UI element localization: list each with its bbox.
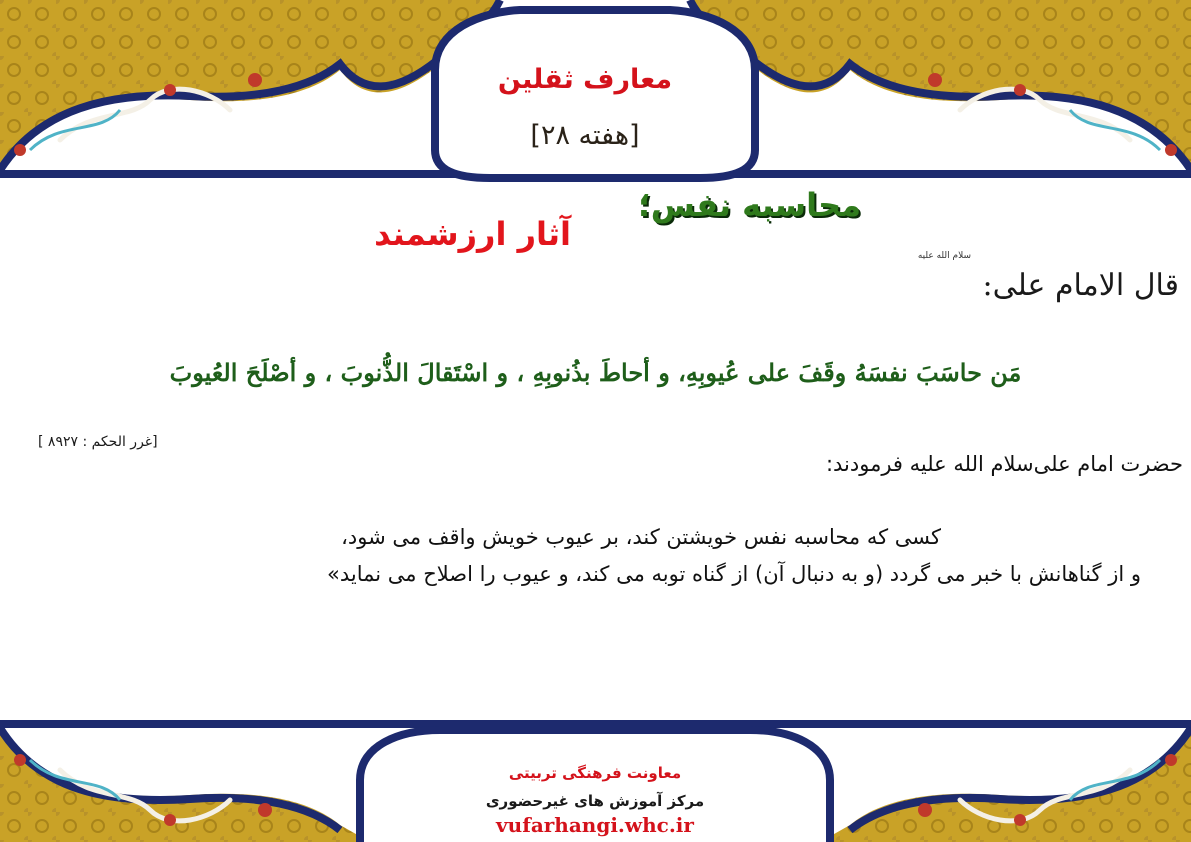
footer-url[interactable]: vufarhangi.whc.ir (496, 813, 694, 837)
hadith-text: مَن حاسَبَ نفسَهُ وقَفَ علی عُیوبِهِ، و أحاطَ بذُنوبِهِ ، و اسْتَقالَ الذُّنوبَ ، و أصْلَحَ العُیوبَ (169, 358, 1022, 387)
translation-line-2: و از گناهانش با خبر می گردد (و به دنبال آن) از گناه توبه می کند، و عیوب را اصلاح می نماید» (327, 562, 1141, 586)
topic-subtitle: آثار ارزشمند (374, 215, 571, 253)
topic-title: محاسبه نفس؛ (637, 186, 861, 224)
honorific: سلام الله علیه (917, 251, 971, 261)
footer-organization: معاونت فرهنگی تربیتی (508, 764, 682, 782)
speaker-label: قال الامام علی: (982, 268, 1179, 303)
translation-intro: حضرت امام علی‌سلام الله علیه فرمودند: (825, 452, 1183, 476)
series-title: معارف ثقلین (497, 64, 673, 95)
footer-center-name: مرکز آموزش های غیرحضوری (485, 792, 705, 810)
week-label: [هفته ۲۸] (530, 120, 640, 151)
translation-line-1: کسی که محاسبه نفس خویشتن کند، بر عیوب خویش واقف می شود، (341, 525, 941, 549)
source-reference: [غرر الحکم : ۸۹۲۷ ] (38, 434, 158, 450)
